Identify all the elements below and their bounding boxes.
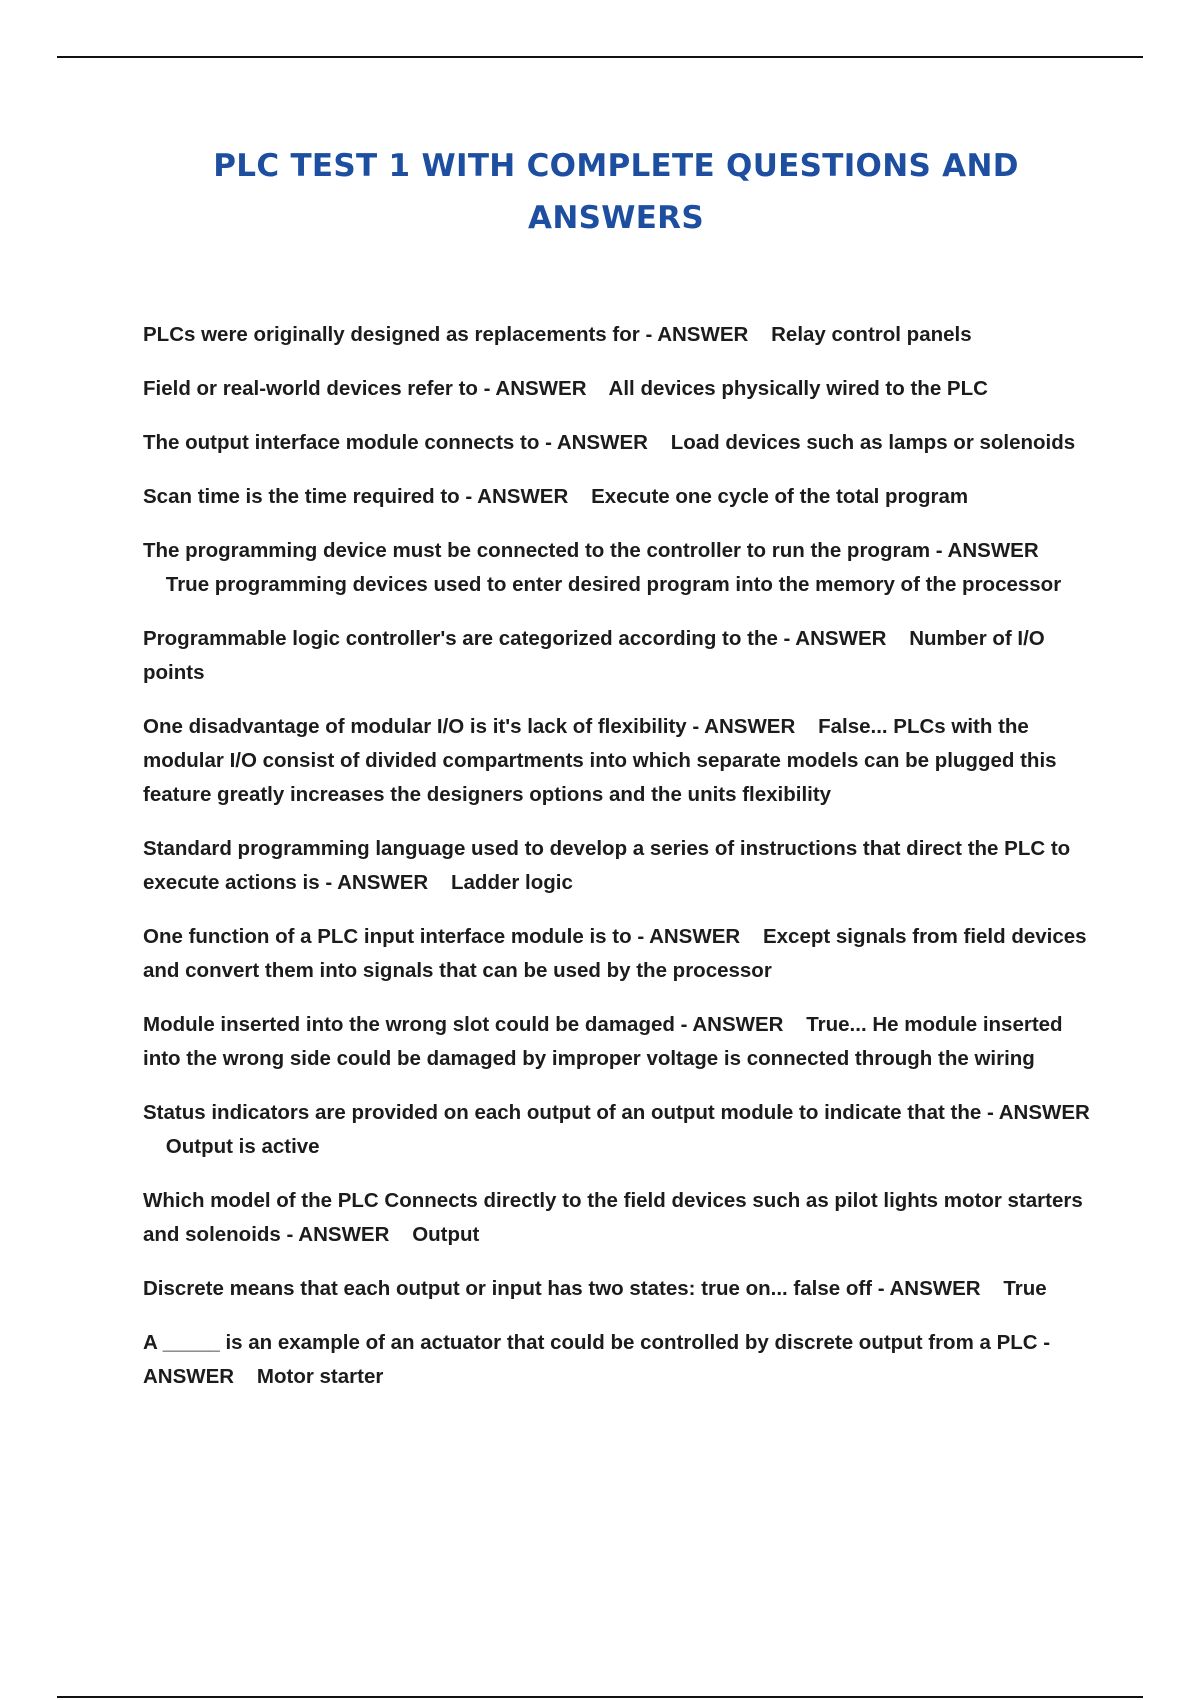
qa-item xyxy=(143,1008,1093,1076)
answer-marker: - ANSWER xyxy=(986,1101,1090,1124)
answer-marker: - ANSWER xyxy=(483,377,587,400)
qa-item xyxy=(143,372,1093,406)
question-text: The output interface module connects to xyxy=(143,431,540,454)
answer-text: Motor starter xyxy=(256,1365,384,1388)
question-text: Scan time is the time required to xyxy=(143,485,460,508)
question-text: PLCs were originally designed as replacements for xyxy=(143,323,640,346)
answer-text: Relay control panels xyxy=(771,323,972,346)
answer-text: Output xyxy=(412,1223,480,1246)
answer-marker: - ANSWER xyxy=(680,1013,784,1036)
question-text: Field or real-world devices refer to xyxy=(143,377,478,400)
qa-item xyxy=(143,1184,1093,1252)
answer-marker: - ANSWER xyxy=(545,431,648,454)
qa-item xyxy=(143,710,1093,812)
answer-marker: - ANSWER xyxy=(465,485,569,508)
answer-marker: - ANSWER xyxy=(325,871,429,894)
answer-marker: - ANSWER xyxy=(143,1331,1051,1388)
qa-item xyxy=(143,622,1093,690)
question-text: Discrete means that each output or input has two states: true on... false off xyxy=(143,1277,873,1300)
qa-item xyxy=(143,1326,1093,1394)
answer-text: True xyxy=(1003,1277,1047,1300)
question-text: One disadvantage of modular I/O is it's lack of flexibility xyxy=(143,715,687,738)
answer-text: Ladder logic xyxy=(451,871,573,894)
question-text: Which model of the PLC Connects directly to the field devices such as pilot lights motor starters and solenoids xyxy=(143,1189,1083,1246)
qa-item xyxy=(143,480,1093,514)
answer-text: True... He module inserted into the wrong side could be damaged by improper voltage is connected through the wiring xyxy=(143,1013,1063,1070)
answer-marker: - ANSWER xyxy=(645,323,749,346)
question-text: The programming device must be connected to the controller to run the program xyxy=(143,539,931,562)
qa-item xyxy=(143,920,1093,988)
answer-text: All devices physically wired to the PLC xyxy=(608,377,988,400)
answer-text: Number of I/O points xyxy=(143,627,1045,684)
question-text: One function of a PLC input interface module is to xyxy=(143,925,632,948)
question-text: Standard programming language used to develop a series of instructions that direct the PLC to execute actions is xyxy=(143,837,1071,894)
answer-text: Load devices such as lamps or solenoids xyxy=(670,431,1076,454)
question-text: Programmable logic controller's are categorized according to the xyxy=(143,627,778,650)
answer-marker: - ANSWER xyxy=(286,1223,390,1246)
question-text: Module inserted into the wrong slot could be damaged xyxy=(143,1013,675,1036)
top-rule xyxy=(57,56,1143,58)
question-text: A _____ is an example of an actuator that could be controlled by discrete output from a PLC xyxy=(143,1331,1038,1354)
document-title: PLC TEST 1 WITH COMPLETE QUESTIONS AND ANSWERS xyxy=(213,148,1019,236)
answer-marker: - ANSWER xyxy=(877,1277,981,1300)
answer-text: Output is active xyxy=(165,1135,320,1158)
qa-item xyxy=(143,426,1093,460)
qa-item xyxy=(143,534,1093,602)
question-text: Status indicators are provided on each output of an output module to indicate that the xyxy=(143,1101,982,1124)
answer-marker: - ANSWER xyxy=(783,627,887,650)
qa-item xyxy=(143,1272,1093,1306)
qa-item xyxy=(143,1096,1093,1164)
answer-marker: - ANSWER xyxy=(692,715,796,738)
answer-text: False... PLCs with the modular I/O consist of divided compartments into which separate models can be plugged this feature greatly increases the designers options and the units flexibility xyxy=(143,715,1057,806)
answer-text: True programming devices used to enter desired program into the memory of the processor xyxy=(165,573,1062,596)
answer-text: Except signals from field devices and convert them into signals that can be used by the processor xyxy=(143,925,1087,982)
qa-list xyxy=(143,318,1093,1414)
qa-item xyxy=(143,318,1093,352)
answer-marker: - ANSWER xyxy=(935,539,1039,562)
answer-text: Execute one cycle of the total program xyxy=(591,485,969,508)
answer-marker: - ANSWER xyxy=(637,925,741,948)
qa-item xyxy=(143,832,1093,900)
bottom-rule xyxy=(57,1696,1143,1698)
